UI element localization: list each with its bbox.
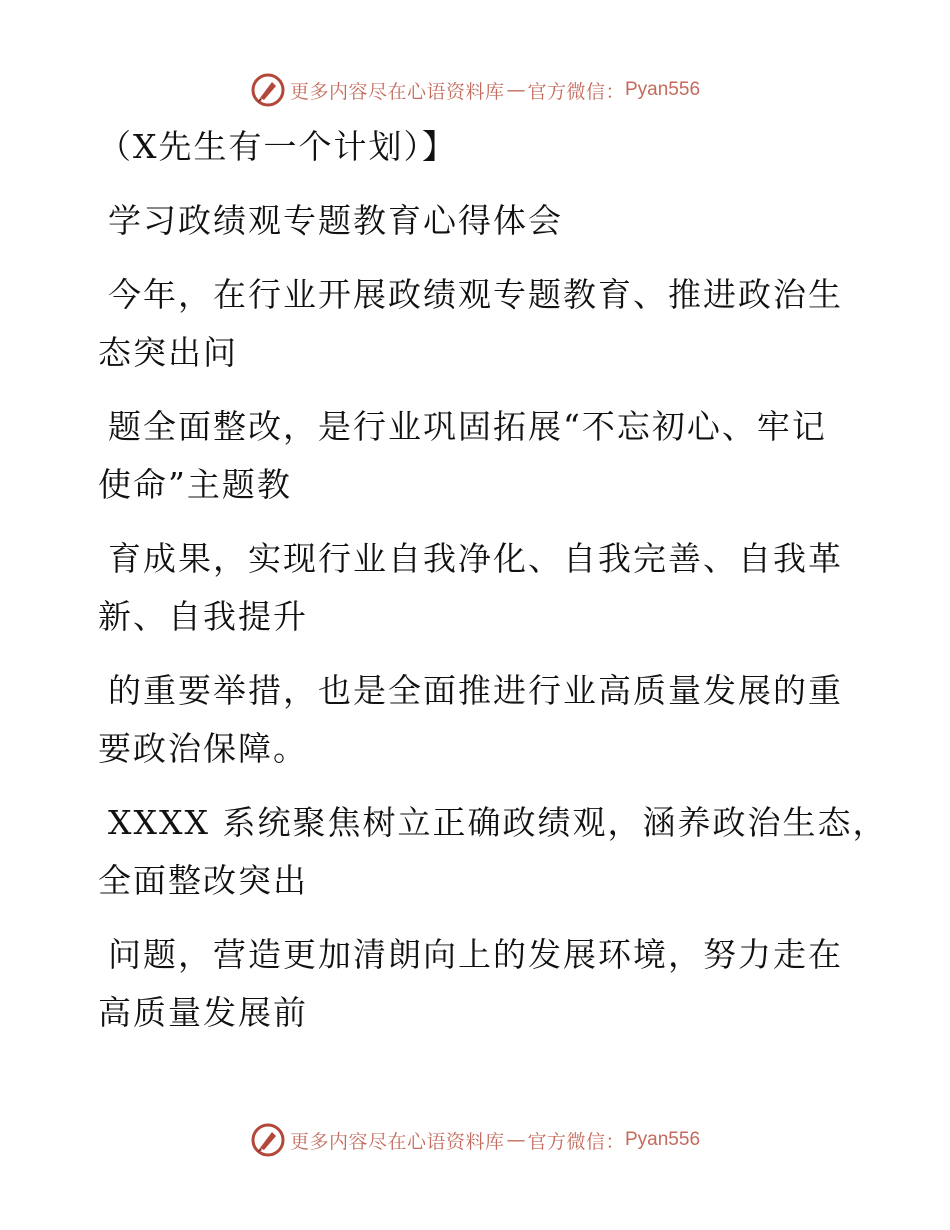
paragraph-line: 使命”主题教 [98,465,292,504]
paragraph-line: 育成果，实现行业自我净化、自我完善、自我革 [108,539,843,578]
watermark-text: 更多内容尽在心语资料库 [289,1130,505,1153]
paragraph-line: XXXX 系统聚焦树立正确政绩观，涵养政治生态， [108,803,888,842]
document-line-prefix: （X先生有一个计划）】 [98,127,457,166]
paragraph-line: 要政治保障。 [98,729,308,768]
paragraph-line: 新、自我提升 [98,597,308,636]
watermark-id: Pyan556 [625,1129,701,1150]
watermark-dash: — [506,79,526,101]
pen-logo-icon [250,1122,286,1158]
paragraph-line: 今年，在行业开展政绩观专题教育、推进政治生 [108,275,843,314]
paragraph-line: 问题，营造更加清朗向上的发展环境，努力走在 [108,935,843,974]
paragraph-line: 的重要举措，也是全面推进行业高质量发展的重 [108,671,843,710]
watermark-id: Pyan556 [625,79,701,100]
document-title: 学习政绩观专题教育心得体会 [108,201,563,240]
paragraph-line: 题全面整改，是行业巩固拓展“不忘初心、牢记 [108,407,827,446]
document-body [98,118,888,1042]
watermark-text: 更多内容尽在心语资料库 [289,80,505,103]
watermark-suffix: 官方微信： [527,80,625,103]
watermark-suffix: 官方微信： [527,1130,625,1153]
pen-logo-icon [250,72,286,108]
paragraph-line: 态突出问 [98,333,238,372]
watermark-dash: — [506,1129,526,1151]
paragraph-line: 高质量发展前 [98,993,308,1032]
header-watermark [0,70,950,110]
paragraph-line: 全面整改突出 [98,861,308,900]
footer-watermark [0,1120,950,1160]
